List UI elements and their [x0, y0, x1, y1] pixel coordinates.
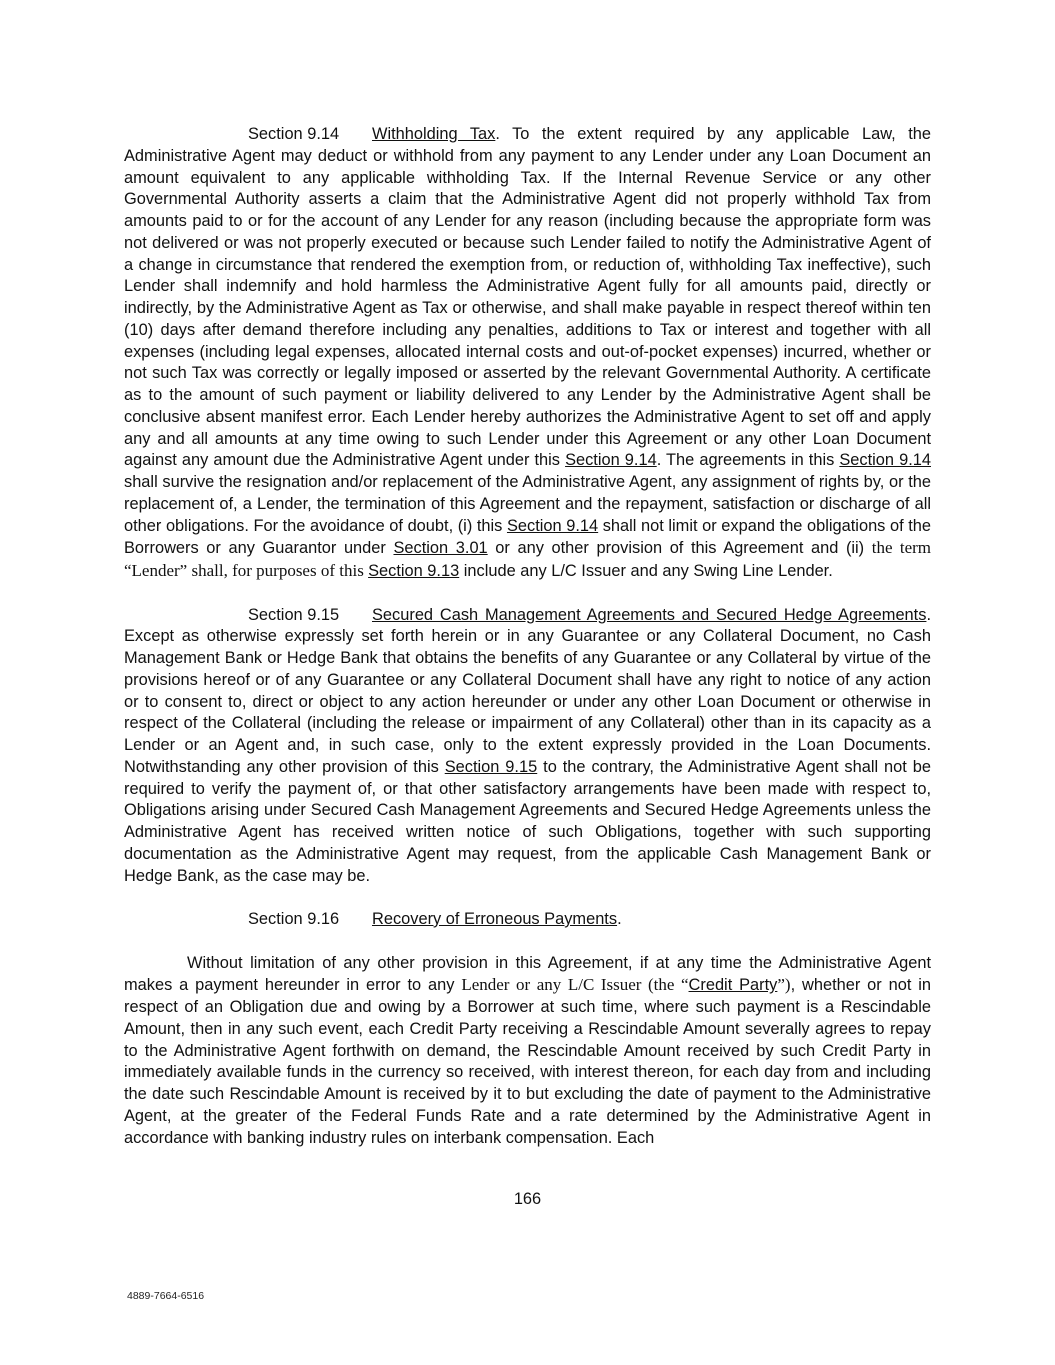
section-title: Secured Cash Management Agreements and Secured Hedge Agreements [372, 605, 927, 624]
section-9-14 [124, 124, 931, 583]
section-reference: Section 3.01 [393, 539, 488, 558]
section-text: the term “Lender” shall, for purposes of this [124, 538, 931, 580]
section-9-16-heading [124, 909, 931, 931]
paragraph-text: Without limitation of any other provision in this Agreement, if at any time the Administrative Agent makes a payment hereunder in error to any [124, 953, 931, 995]
paragraph-text: ”) [777, 975, 791, 995]
section-title-suffix: . [617, 910, 622, 928]
section-number: Section 9.16 [248, 910, 340, 928]
section-title: Withholding Tax [372, 125, 496, 143]
section-9-15 [124, 605, 931, 888]
section-number: Section 9.15 [248, 605, 340, 624]
page-number: 166 [513, 1190, 542, 1208]
section-text: . To the extent required by any applicable Law, the Administrative Agent may deduct or withhold from any payment to any Lender under any Loan Document an amount equivalent to any applicable withholding Tax. If the Internal Revenue Service or any other Governmental Authority asserts a claim that the Administrative Agent did not properly withhold Tax from amounts paid to or for the account of any Lender for any reason (including because the appropriate form was not delivered or was not properly executed or because such Lender failed to notify the Administrative Agent of a change in circumstance that rendered the exemption from, or reduction of, withholding Tax ineffective), such Lender shall indemnify and hold harmless the Administrative Agent fully for all amounts paid, directly or indirectly, by the Administrative Agent as Tax or otherwise, and shall make payable in respect thereof within ten (10) days after demand therefore including any penalties, additions to Tax or interest and together with all expenses (including legal expenses, allocated internal costs and out-of-pocket expenses) incurred, whether or not such Tax was correctly or legally imposed or asserted by the relevant Governmental Authority. A certificate as to the amount of such payment or liability delivered to any Lender by the Administrative Agent shall be conclusive absent manifest error. Each Lender hereby authorizes the Administrative Agent to set off and apply any and all amounts at any time owing to such Lender under this Agreement or any other Loan Document against any amount due the Administrative Agent under this [124, 125, 932, 470]
section-reference: Section 9.14 [839, 451, 931, 470]
section-reference: Section 9.15 [444, 757, 538, 776]
section-text: to the contrary, the Administrative Agent shall not be required to verify the payment of, or that other satisfactory arrangements have been made with respect to, Obligations arising under Secured Cash Management Agreements and Secured Hedge Agreements unless the Administrative Agent has received written notice of such Obligations, together with such supporting documentation as the Administrative Agent may request, from the applicable Cash Management Bank or Hedge Bank, as the case may be. [124, 757, 931, 885]
section-reference: Section 9.14 [565, 451, 657, 470]
paragraph-text: Lender or any L/C Issuer (the “ [461, 975, 689, 995]
section-reference: Section 9.14 [506, 516, 599, 535]
defined-term: Credit Party [688, 976, 778, 995]
paragraph-text: , whether or not in respect of an Obligation due and owing by a Borrower at such time, where such payment is a Rescindable Amount, then in any such event, each Credit Party receiving a Rescindable Amount severally agrees to repay to the Administrative Agent forthwith on demand, the Rescindable Amount received by such Credit Party in immediately available funds in the currency so received, with interest thereon, for each day from and including the date such Rescindable Amount is received by it to but excluding the date of payment to the Administrative Agent, at the greater of the Federal Funds Rate and a rate determined by the Administrative Agent in accordance with banking industry rules on interbank compensation. Each [124, 976, 932, 1147]
page-body [124, 124, 931, 1149]
section-text: shall survive the resignation and/or replacement of the Administrative Agent, any assignment of rights by, or the replacement of, a Lender, the termination of this Agreement and the repayment, satisfaction or discharge of all other obligations. For the avoidance of doubt, (i) this [124, 473, 931, 535]
section-title: Recovery of Erroneous Payments [372, 910, 618, 928]
section-text: . Except as otherwise expressly set forth herein or in any Guarantee or any Collateral Document, no Cash Management Bank or Hedge Bank that obtains the benefits of any Guarantee or any Collateral by virtue of the provisions hereof or of any Guarantee or any Collateral Document shall have any right to notice of any action or to consent to, direct or object to any action hereunder or under any other Loan Document or otherwise in respect of the Collateral (including the release or impairment of any Collateral) other than in its capacity as a Lender or an Agent and, in such case, only to the extent expressly provided in the Loan Documents. Notwithstanding any other provision of this [124, 605, 931, 776]
section-text: . The agreements in this [656, 451, 840, 470]
section-text: include any L/C Issuer and any Swing Line Lender. [459, 562, 833, 580]
section-reference: Section 9.13 [368, 562, 460, 580]
section-number: Section 9.14 [248, 125, 340, 143]
section-text: or any other provision of this Agreement and (ii) [487, 539, 872, 558]
recovery-paragraph [124, 953, 931, 1150]
section-text: shall not limit or expand the obligations of the Borrowers or any Guarantor under [124, 516, 932, 558]
document-id: 4889-7664-6516 [127, 1290, 205, 1302]
